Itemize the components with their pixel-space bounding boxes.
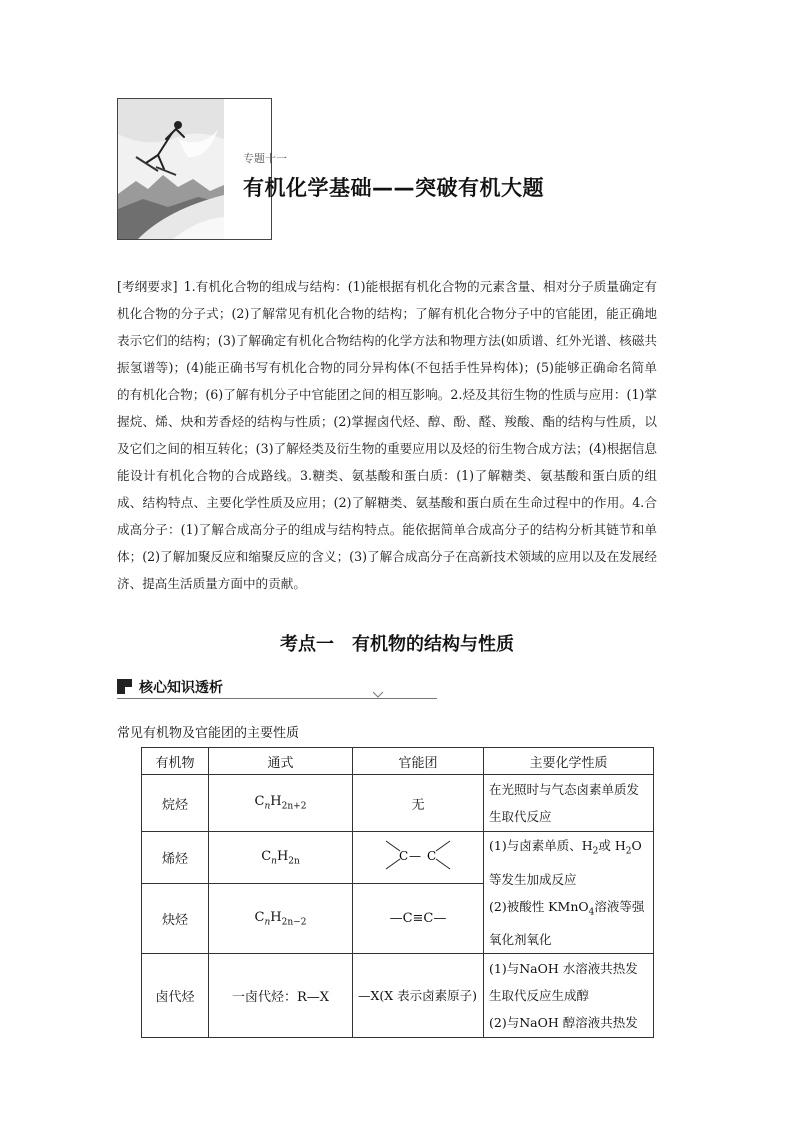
table-caption: 常见有机物及官能团的主要性质 [117, 726, 300, 741]
alkene-double-bond-structure [378, 835, 458, 875]
compound-name: 炔烃 [142, 883, 209, 953]
functional-group: —C≡C— [353, 883, 484, 953]
subsection-heading [117, 677, 437, 701]
header-formula: 通式 [209, 748, 353, 775]
section-title: 考点一 有机物的结构与性质 [280, 634, 514, 655]
header-functional-group: 官能团 [353, 748, 484, 775]
functional-group: 无 [353, 775, 484, 832]
skier-photo-image [118, 99, 224, 239]
heading-rule [117, 698, 437, 699]
table-header-row [142, 748, 654, 775]
compound-name: 烯烃 [142, 832, 209, 884]
svg-text:—: — [409, 849, 421, 864]
requirements-text: 1.有机化合物的组成与结构：(1)能根据有机化合物的元素含量、相对分子质量确定有机化合物的分子式；(2)了解常见有机化合物的结构；了解有机化合物分子中的官能团，能正确地表示它们的结构；(3)了解确定有机化合物结构的化学方法和物理方法(如质谱、红外光谱、核磁共振氢谱等)；(4)能正确书写有机化合物的同分异构体(不包括手性异构体)；(5)能够正确命名简单的有机化合物；(6)了解有机分子中官能团之间的相互影响。2.烃及其衍生物的性质与应用：(1)掌握烷、烯、炔和芳香烃的结构与性质；(2)掌握卤代烃、醇、酚、醛、羧酸、酯的结构与性质，以及它们之间的相互转化；(3)了解烃类及衍生物的重要应用以及烃的衍生物合成方法；(4)根据信息能设计有机化合物的合成路线。3.糖类、氨基酸和蛋白质：(1)了解糖类、氨基酸和蛋白质的组成、结构特点、主要化学性质及应用；(2)了解糖类、氨基酸和蛋白质在生命过程中的作用。4.合成高分子：(1)了解合成高分子的组成与结构特点。能依据简单合成高分子的结构分析其链节和单体；(2)了解加聚反应和缩聚反应的含义；(3)了解合成高分子在高新技术领域的应用以及在发展经济、提高生活质量方面中的贡献。 [117, 279, 658, 591]
square-bullet-icon [117, 679, 132, 694]
properties-table [141, 747, 654, 1038]
table-row [142, 954, 654, 1038]
header-compound: 有机物 [142, 748, 209, 775]
chemical-property: (1)与卤素单质、$H_2$或 $H_2O$等发生加成反应 (2)被酸性 KMnO$_4$溶液等强氧化剂氧化 [484, 832, 654, 954]
table-row [142, 832, 654, 884]
exam-requirements [117, 273, 657, 597]
header-text [243, 150, 544, 202]
compound-name: 卤代烃 [142, 954, 209, 1038]
general-formula: $C_nH_{2n}$ [209, 832, 353, 884]
chemical-property: 在光照时与气态卤素单质发生取代反应 [484, 775, 654, 832]
chevron-down-icon [372, 691, 384, 699]
compound-name: 烷烃 [142, 775, 209, 832]
general-formula: $C_nH_{2n-2}$ [209, 883, 353, 953]
requirements-label: [考纲要求] [117, 279, 178, 294]
page-title: 有机化学基础——突破有机大题 [243, 176, 544, 200]
functional-group [353, 832, 484, 884]
header-properties: 主要化学性质 [484, 748, 654, 775]
chemical-property: (1)与NaOH 水溶液共热发生取代反应生成醇 (2)与NaOH 醇溶液共热发 [484, 954, 654, 1038]
subsection-title: 核心知识透析 [139, 680, 223, 696]
table-row [142, 775, 654, 832]
functional-group: —X(X 表示卤素原子) [353, 954, 484, 1038]
skier-photo [118, 99, 224, 239]
general-formula: 一卤代烃：R—X [209, 954, 353, 1038]
svg-text:C: C [427, 849, 437, 864]
general-formula: $C_nH_{2n+2}$ [209, 775, 353, 832]
series-label: 专题十一 [243, 152, 287, 165]
svg-text:C: C [399, 849, 409, 864]
